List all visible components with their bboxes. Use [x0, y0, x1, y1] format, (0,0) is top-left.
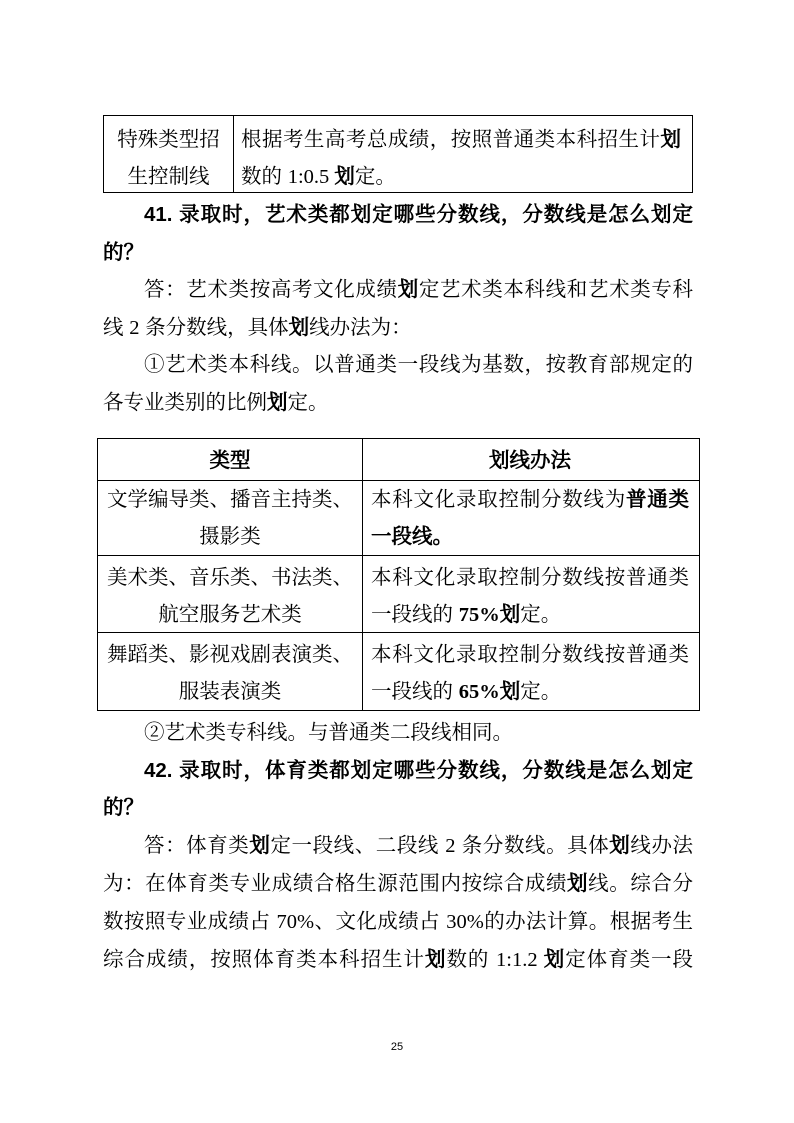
type-cell [98, 481, 363, 555]
text-run: 服装表演类 [178, 680, 282, 703]
table-header-row [98, 439, 700, 481]
table-row [98, 633, 700, 711]
question-42-answer [103, 827, 693, 980]
question-42-answer-line [103, 903, 693, 942]
text-run: 本科文化录取控制分数线按普通类 [371, 643, 689, 666]
bold-text: 划 [609, 833, 631, 857]
text-run: 数的 [446, 948, 497, 971]
text-run: 定。 [354, 165, 396, 188]
text-run: 70% [276, 910, 315, 933]
text-run: 线。综合分 [588, 872, 694, 895]
text-run: 舞蹈类、影视戏剧表演类、 [107, 643, 353, 666]
text-run: 定体育类一段 [565, 948, 694, 971]
art-cutoff-table [97, 438, 700, 711]
bold-text: 划 [660, 128, 681, 151]
question-42-answer-line [103, 865, 693, 903]
method-cell-line [371, 596, 689, 634]
text-run: 根据考生高考总成绩，按照普通类本科招生计 [241, 128, 661, 151]
bold-text: 划 [567, 872, 589, 895]
text-run: 2 [129, 316, 140, 339]
art-college-line-item [103, 714, 693, 752]
text-run: 美术类、音乐类、书法类、 [107, 566, 353, 589]
question-42-heading [103, 752, 693, 827]
method-cell-line [371, 673, 689, 711]
art-undergrad-line-item-line [103, 346, 693, 384]
text-run: 本科文化录取控制分数线为 [371, 488, 626, 511]
table-row [98, 481, 700, 556]
bold-text: 划 [543, 948, 566, 971]
text-run: 、文化成绩占 [314, 909, 447, 933]
text-run: 42. 录取时，体育类都划定哪些分数线，分数线是怎么划定 [144, 758, 693, 782]
text-run: 答：艺术类按高考文化成绩 [144, 278, 398, 301]
bold-text: 65% [458, 681, 500, 703]
method-cell [363, 633, 700, 710]
text-run: 一段线的 [371, 680, 459, 703]
bold-text: 划 [424, 948, 447, 971]
special-type-content-cell-line [241, 158, 681, 196]
special-type-label-cell [104, 116, 234, 192]
text-run: 41. 录取时，艺术类都划定哪些分数线，分数线是怎么划定 [144, 203, 693, 226]
special-type-content-cell-line [241, 121, 681, 158]
text-run: 文学编导类、播音主持类、 [107, 488, 353, 511]
header-type: 类型 [98, 439, 363, 480]
method-cell-line [371, 481, 689, 518]
text-run: 摄影类 [199, 525, 261, 548]
text-run: 定。 [520, 603, 562, 626]
text-run: 为：在体育类专业成绩合格生源范围内按综合成绩 [103, 872, 568, 895]
text-run: 数的 [241, 165, 288, 188]
method-cell [363, 556, 700, 632]
type-cell-line [98, 559, 362, 596]
text-run: ①艺术类本科线。以普通类一段线为基数，按教育部规定的 [144, 353, 693, 376]
text-run: 的办法计算。根据考生 [483, 909, 694, 933]
bold-text: 划 [249, 833, 271, 857]
method-cell-line [371, 559, 689, 596]
question-42-answer-line [103, 941, 693, 980]
question-42-heading-line [103, 752, 693, 790]
text-run: 的？ [103, 796, 144, 819]
text-run: ②艺术类专科线。与普通类二段线相同。 [144, 721, 513, 744]
text-run: 数按照专业成绩占 [103, 909, 277, 933]
question-41-answer [103, 271, 693, 347]
special-type-label-cell-line [104, 121, 233, 158]
text-run: 条分数线。具体 [455, 833, 610, 857]
text-run: 各专业类别的比例 [103, 390, 267, 414]
special-type-label-cell-line [104, 158, 233, 195]
table-row [98, 556, 700, 633]
type-cell-line [98, 481, 362, 518]
header-method: 划线办法 [363, 439, 700, 480]
text-run: 线办法 [630, 833, 694, 857]
text-run: 定。 [520, 680, 562, 703]
bold-text: 划 [397, 278, 419, 301]
text-run: 1:1.2 [496, 949, 544, 971]
method-cell-line [371, 518, 689, 555]
bold-text: 划 [334, 165, 355, 188]
bold-text: 划 [499, 680, 521, 703]
bold-text: 75% [458, 604, 500, 626]
type-cell-line [98, 596, 362, 633]
type-cell [98, 633, 363, 710]
bold-text: 划 [499, 603, 521, 626]
bold-text: 划 [288, 315, 310, 339]
question-42-heading-line [103, 789, 693, 827]
question-41-heading [103, 196, 693, 271]
type-cell-line [98, 518, 362, 555]
art-undergrad-line-item-line [103, 384, 693, 422]
text-run: 本科文化录取控制分数线按普通类 [371, 566, 689, 589]
type-cell-line [98, 673, 362, 710]
bold-text: 划 [267, 390, 288, 414]
text-run: 2 [445, 834, 456, 857]
question-42-answer-line [103, 827, 693, 866]
text-run: 定一段线、二段线 [270, 833, 446, 857]
method-cell-line [371, 636, 689, 673]
type-cell [98, 556, 363, 632]
text-run: 特殊类型招 [117, 128, 220, 151]
bold-text: 一段线。 [371, 525, 453, 548]
text-run: 30% [446, 910, 484, 933]
text-run: 定。 [287, 390, 329, 414]
art-undergrad-line-item [103, 346, 693, 421]
method-cell [363, 481, 700, 555]
question-41-answer-line [103, 309, 693, 348]
text-run: 综合成绩，按照体育类本科招生计 [103, 948, 425, 971]
text-run: 的？ [103, 240, 144, 264]
page-number: 25 [390, 1041, 404, 1053]
text-run: 线办法为： [309, 315, 412, 339]
text-run: 答：体育类 [144, 833, 250, 857]
text-run: 航空服务艺术类 [158, 603, 302, 626]
question-41-heading-line [103, 234, 693, 272]
text-run: 1:0.5 [287, 166, 335, 188]
text-run: 线 [103, 315, 130, 339]
type-cell-line [98, 636, 362, 673]
special-type-content-cell [234, 116, 692, 192]
text-run: 定艺术类本科线和艺术类专科 [418, 278, 694, 301]
art-college-line-item-line [103, 714, 693, 752]
text-run: 生控制线 [127, 165, 210, 188]
question-41-answer-line [103, 271, 693, 309]
question-41-heading-line [103, 196, 693, 234]
text-run: 一段线的 [371, 603, 459, 626]
bold-text: 普通类 [626, 488, 689, 511]
special-type-table [103, 115, 693, 193]
text-run: 条分数线，具体 [139, 315, 289, 339]
